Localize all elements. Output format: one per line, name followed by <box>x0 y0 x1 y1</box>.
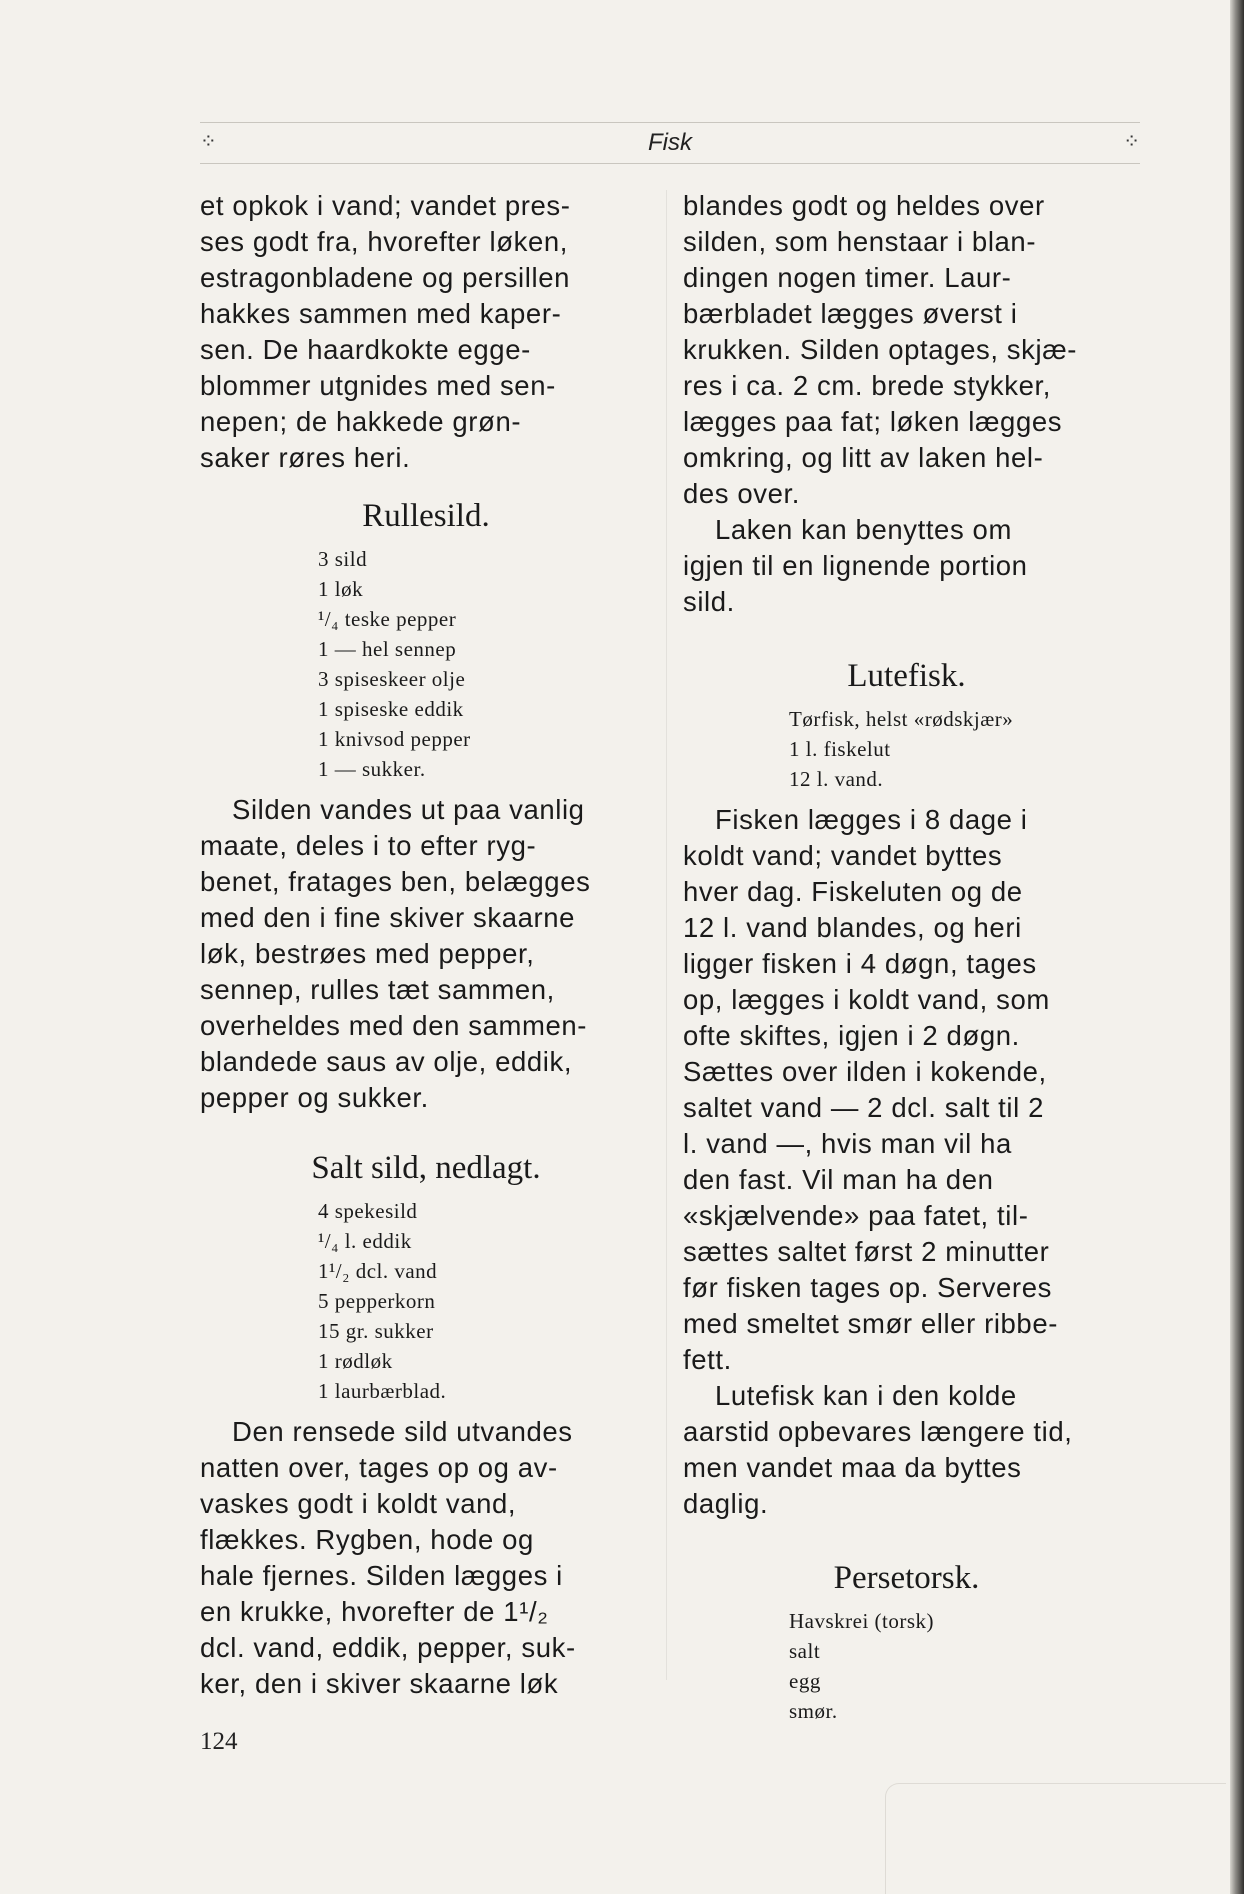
text-line: sen. De haardkokte egge- <box>200 334 531 365</box>
text-line: en krukke, hvorefter de 1¹/₂ <box>200 1596 549 1627</box>
text-line: saker røres heri. <box>200 442 411 473</box>
storage-paragraph-lutefisk <box>683 1378 1130 1522</box>
text-line: fett. <box>683 1344 732 1375</box>
intro-paragraph <box>200 188 652 476</box>
text-line: «skjælvende» paa fatet, til- <box>683 1200 1029 1231</box>
ingredient-item: 12 l. vand. <box>789 767 884 791</box>
ingredient-item: Tørfisk, helst «rødskjær» <box>789 707 1014 731</box>
text-line: natten over, tages op og av- <box>200 1452 558 1483</box>
right-column <box>683 188 1130 1734</box>
text-line: igjen til en lignende portion <box>683 550 1028 581</box>
text-line: hakkes sammen med kaper- <box>200 298 562 329</box>
text-line: før fisken tages op. Serveres <box>683 1272 1052 1303</box>
text-line: estragonbladene og persillen <box>200 262 570 293</box>
text-line: pepper og sukker. <box>200 1082 429 1113</box>
text-line: blandede saus av olje, eddik, <box>200 1046 573 1077</box>
text-line: løk, bestrøes med pepper, <box>200 938 535 969</box>
text-line: l. vand —, hvis man vil ha <box>683 1128 1012 1159</box>
ingredient-item: 1 l. fiskelut <box>789 737 891 761</box>
text-line: op, lægges i koldt vand, som <box>683 984 1050 1015</box>
ingredient-item: 3 spiseskeer olje <box>318 667 466 691</box>
text-line: overheldes med den sammen- <box>200 1010 588 1041</box>
ingredient-item: 1 spiseske eddik <box>318 697 464 721</box>
text-line: vaskes godt i koldt vand, <box>200 1488 517 1519</box>
page-edge-shadow <box>1230 0 1244 1894</box>
ingredient-item: 1 løk <box>318 577 364 601</box>
text-line: med den i fine skiver skaarne <box>200 902 576 933</box>
text-line: maate, deles i to efter ryg- <box>200 830 537 861</box>
text-line: lægges paa fat; løken lægges <box>683 406 1063 437</box>
ornament-right-icon: ⁘ <box>1123 129 1140 153</box>
ingredient-list-persetorsk <box>683 1606 1130 1726</box>
text-line: bærbladet lægges øverst i <box>683 298 1018 329</box>
running-header-title: Fisk <box>648 129 692 156</box>
continuation-paragraph <box>683 188 1130 512</box>
text-line: ker, den i skiver skaarne løk <box>200 1668 559 1699</box>
ornament-left-icon: ⁘ <box>200 129 217 153</box>
text-line: Sættes over ilden i kokende, <box>683 1056 1047 1087</box>
text-line: den fast. Vil man ha den <box>683 1164 994 1195</box>
method-paragraph-salt-sild <box>200 1414 652 1702</box>
left-column <box>200 188 652 1702</box>
ingredient-item: 15 gr. sukker <box>318 1319 434 1343</box>
text-line: Lutefisk kan i den kolde <box>715 1380 1017 1411</box>
ingredient-item: 1 — hel sennep <box>318 637 457 661</box>
text-line: dingen nogen timer. Laur- <box>683 262 1012 293</box>
laken-paragraph <box>683 512 1130 620</box>
text-line: et opkok i vand; vandet pres- <box>200 190 571 221</box>
text-line: benet, fratages ben, belægges <box>200 866 591 897</box>
text-line: krukken. Silden optages, skjæ- <box>683 334 1078 365</box>
ingredient-item: egg <box>789 1669 821 1693</box>
ingredient-item: 3 sild <box>318 547 368 571</box>
text-line: dcl. vand, eddik, pepper, suk- <box>200 1632 576 1663</box>
column-divider <box>666 190 667 1680</box>
text-line: 12 l. vand blandes, og heri <box>683 912 1022 943</box>
recipe-title-rullesild: Rullesild. <box>362 498 490 534</box>
ingredient-item: 5 pepperkorn <box>318 1289 436 1313</box>
text-line: ses godt fra, hvorefter løken, <box>200 226 569 257</box>
recipe-title-salt-sild: Salt sild, nedlagt. <box>311 1150 541 1186</box>
text-line: saltet vand — 2 dcl. salt til 2 <box>683 1092 1044 1123</box>
text-line: hver dag. Fiskeluten og de <box>683 876 1023 907</box>
text-line: omkring, og litt av laken hel- <box>683 442 1044 473</box>
text-line: koldt vand; vandet byttes <box>683 840 1003 871</box>
text-line: res i ca. 2 cm. brede stykker, <box>683 370 1051 401</box>
text-line: aarstid opbevares længere tid, <box>683 1416 1073 1447</box>
ingredient-list-rullesild <box>200 544 652 784</box>
method-paragraph-rullesild <box>200 792 652 1116</box>
method-paragraph-lutefisk <box>683 802 1130 1378</box>
ingredient-list-lutefisk <box>683 704 1130 794</box>
recipe-title-persetorsk: Persetorsk. <box>833 1560 980 1596</box>
page-number: 124 <box>200 1728 238 1755</box>
ingredient-item: 1 laurbærblad. <box>318 1379 447 1403</box>
ingredient-item: 1 knivsod pepper <box>318 727 471 751</box>
ingredient-item: 1 rødløk <box>318 1349 393 1373</box>
ingredient-item: ¹/₄ l. eddik <box>318 1229 412 1253</box>
text-line: flækkes. Rygben, hode og <box>200 1524 534 1555</box>
text-line: Fisken lægges i 8 dage i <box>715 804 1028 835</box>
scan-corner-mark <box>885 1783 1226 1894</box>
running-header <box>200 122 1140 164</box>
text-line: sennep, rulles tæt sammen, <box>200 974 555 1005</box>
text-line: blommer utgnides med sen- <box>200 370 556 401</box>
text-line: daglig. <box>683 1488 769 1519</box>
ingredient-item: 1 — sukker. <box>318 757 426 781</box>
ingredient-item: smør. <box>789 1699 838 1723</box>
text-line: nepen; de hakkede grøn- <box>200 406 522 437</box>
text-line: blandes godt og heldes over <box>683 190 1045 221</box>
ingredient-item: 1¹/₂ dcl. vand <box>318 1259 438 1283</box>
text-line: sild. <box>683 586 735 617</box>
ingredient-item: ¹/₄ teske pepper <box>318 607 457 631</box>
text-line: hale fjernes. Silden lægges i <box>200 1560 563 1591</box>
text-line: men vandet maa da byttes <box>683 1452 1022 1483</box>
ingredient-item: Havskrei (torsk) <box>789 1609 935 1633</box>
text-line: silden, som henstaar i blan- <box>683 226 1037 257</box>
recipe-title-lutefisk: Lutefisk. <box>847 658 966 694</box>
text-line: des over. <box>683 478 800 509</box>
text-line: Silden vandes ut paa vanlig <box>232 794 585 825</box>
ingredient-item: 4 spekesild <box>318 1199 418 1223</box>
text-line: ligger fisken i 4 døgn, tages <box>683 948 1037 979</box>
ingredient-list-salt-sild <box>200 1196 652 1406</box>
text-line: Laken kan benyttes om <box>715 514 1012 545</box>
text-line: sættes saltet først 2 minutter <box>683 1236 1050 1267</box>
text-line: ofte skiftes, igjen i 2 døgn. <box>683 1020 1020 1051</box>
text-line: med smeltet smør eller ribbe- <box>683 1308 1058 1339</box>
ingredient-item: salt <box>789 1639 821 1663</box>
text-line: Den rensede sild utvandes <box>232 1416 573 1447</box>
